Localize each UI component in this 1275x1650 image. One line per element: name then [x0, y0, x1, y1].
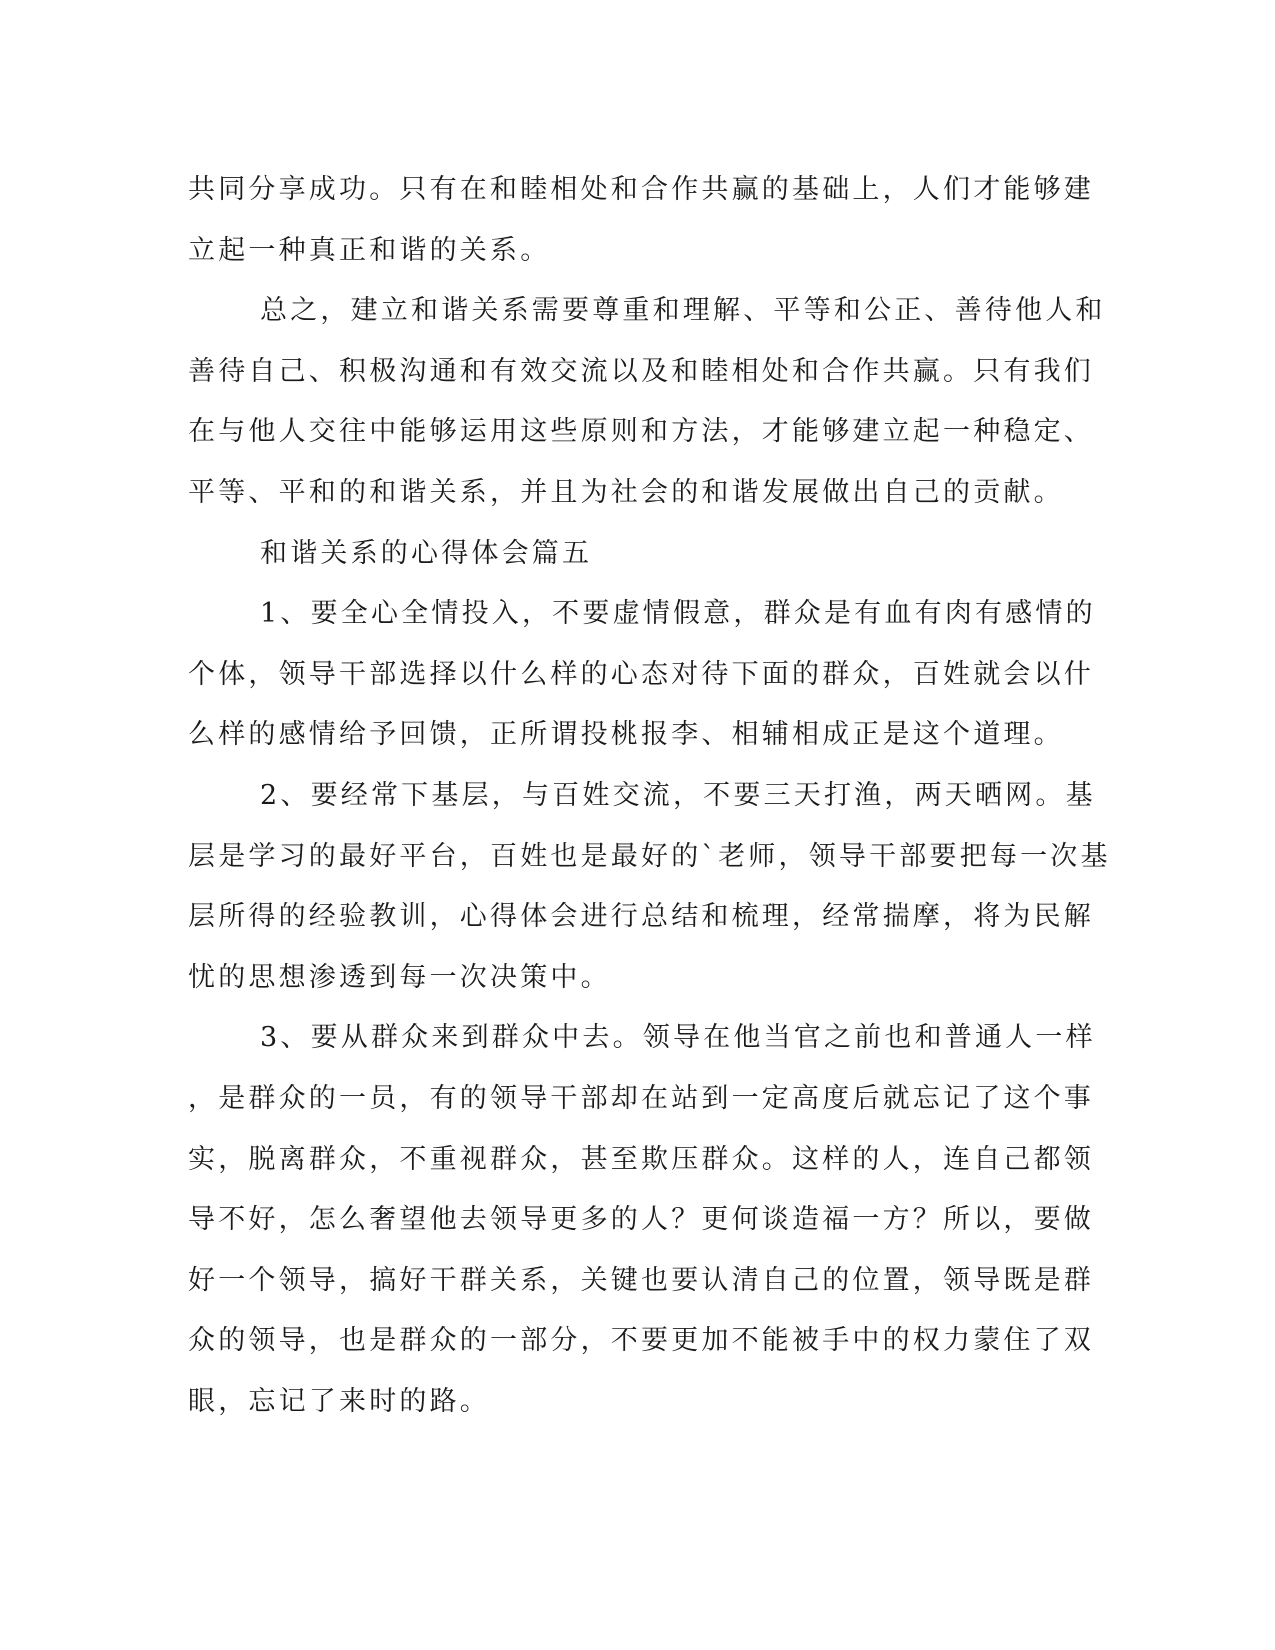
text-line: 立起一种真正和谐的关系。 — [188, 234, 551, 266]
text-line: 共同分享成功。只有在和睦相处和合作共赢的基础上，人们才能够建 — [188, 174, 1094, 205]
text-line: 1、要全心全情投入，不要虚情假意，群众是有血有肉有感情的 — [260, 598, 1096, 630]
text-line: 实，脱离群众，不重视群众，甚至欺压群众。这样的人，连自己都领 — [188, 1143, 1094, 1175]
text-line: 总之，建立和谐关系需要尊重和理解、平等和公正、善待他人和 — [260, 295, 1106, 327]
section-heading: 和谐关系的心得体会篇五 — [260, 537, 593, 569]
text-line: 眼，忘记了来时的路。 — [188, 1385, 490, 1417]
text-line: 么样的感情给予回馈，正所谓投桃报李、相辅相成正是这个道理。 — [188, 719, 1064, 751]
text-line: 层是学习的最好平台，百姓也是最好的`老师，领导干部要把每一次基 — [188, 840, 1111, 872]
text-line: 3、要从群众来到群众中去。领导在他当官之前也和普通人一样 — [260, 1022, 1096, 1054]
text-line: 众的领导，也是群众的一部分，不要更加不能被手中的权力蒙住了双 — [188, 1325, 1094, 1357]
text-line: 平等、平和的和谐关系，并且为社会的和谐发展做出自己的贡献。 — [188, 476, 1064, 508]
text-line: 层所得的经验教训，心得体会进行总结和梳理，经常揣摩，将为民解 — [188, 901, 1094, 933]
text-line: 在与他人交往中能够运用这些原则和方法，才能够建立起一种稳定、 — [188, 416, 1094, 448]
text-line: ，是群众的一员，有的领导干部却在站到一定高度后就忘记了这个事 — [188, 1082, 1094, 1114]
text-line: 2、要经常下基层，与百姓交流，不要三天打渔，两天晒网。基 — [260, 779, 1096, 811]
text-line: 好一个领导，搞好干群关系，关键也要认清自己的位置，领导既是群 — [188, 1264, 1094, 1296]
text-line: 个体，领导干部选择以什么样的心态对待下面的群众，百姓就会以什 — [188, 658, 1094, 690]
text-line: 导不好，怎么奢望他去领导更多的人？更何谈造福一方？所以，要做 — [188, 1204, 1094, 1236]
text-line: 善待自己、积极沟通和有效交流以及和睦相处和合作共赢。只有我们 — [188, 355, 1094, 387]
text-line: 忧的思想渗透到每一次决策中。 — [188, 961, 611, 993]
body-text — [188, 160, 1111, 1432]
